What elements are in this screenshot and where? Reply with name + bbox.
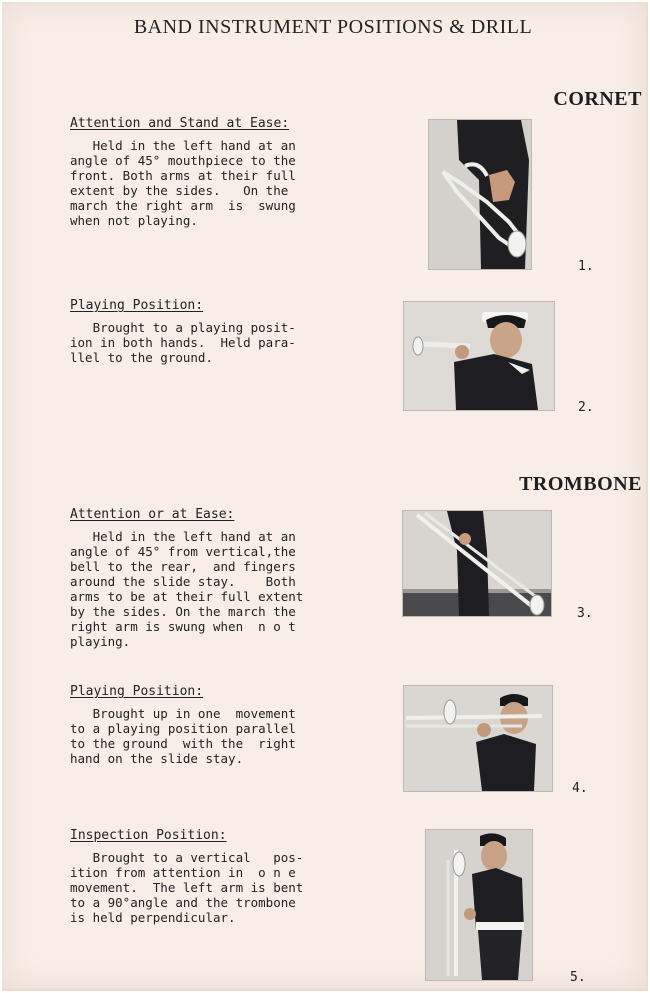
figure-number-5: 5. — [570, 970, 586, 985]
photo-cornet-playing — [403, 301, 555, 411]
item-text-5: Brought to a vertical pos- ition from attention in o n e movement. The left arm is bent to a 90°angle and the trombone is held perpendicular. — [70, 850, 304, 925]
item-heading-cornet-playing-position: Playing Position: — [70, 298, 204, 313]
photo-trombone-attention — [402, 510, 552, 617]
section-heading-cornet: CORNET — [553, 88, 642, 110]
section-heading-trombone: TROMBONE — [519, 473, 642, 495]
item-heading-inspection-position: Inspection Position: — [70, 828, 227, 843]
photo-trombone-inspection — [425, 829, 533, 981]
photo-cornet-attention — [428, 119, 532, 270]
figure-number-2: 2. — [578, 400, 594, 415]
item-text-1: Held in the left hand at an angle of 45° mouthpiece to the front. Both arms at their full extent by the sides. On the march the right arm is swung when not playing. — [70, 138, 296, 228]
item-text-2: Brought to a playing posit- ion in both hands. Held para- llel to the ground. — [70, 320, 296, 365]
figure-number-1: 1. — [578, 259, 594, 274]
figure-number-4: 4. — [572, 781, 588, 796]
page-title: BAND INSTRUMENT POSITIONS & DRILL — [133, 16, 533, 38]
item-text-4: Brought up in one movement to a playing position parallel to the ground with the right hand on the slide stay. — [70, 706, 296, 766]
item-heading-attention-or-at-ease: Attention or at Ease: — [70, 507, 235, 522]
item-text-3: Held in the left hand at an angle of 45° from vertical,the bell to the rear, and fingers around the slide stay. Both arms to be at their full extent by the sides. On the march the right arm is swung when n o t playing. — [70, 529, 304, 649]
photo-trombone-playing — [403, 685, 553, 792]
item-heading-trombone-playing-position: Playing Position: — [70, 684, 204, 699]
figure-number-3: 3. — [577, 606, 593, 621]
item-heading-attention-stand-at-ease: Attention and Stand at Ease: — [70, 116, 290, 131]
